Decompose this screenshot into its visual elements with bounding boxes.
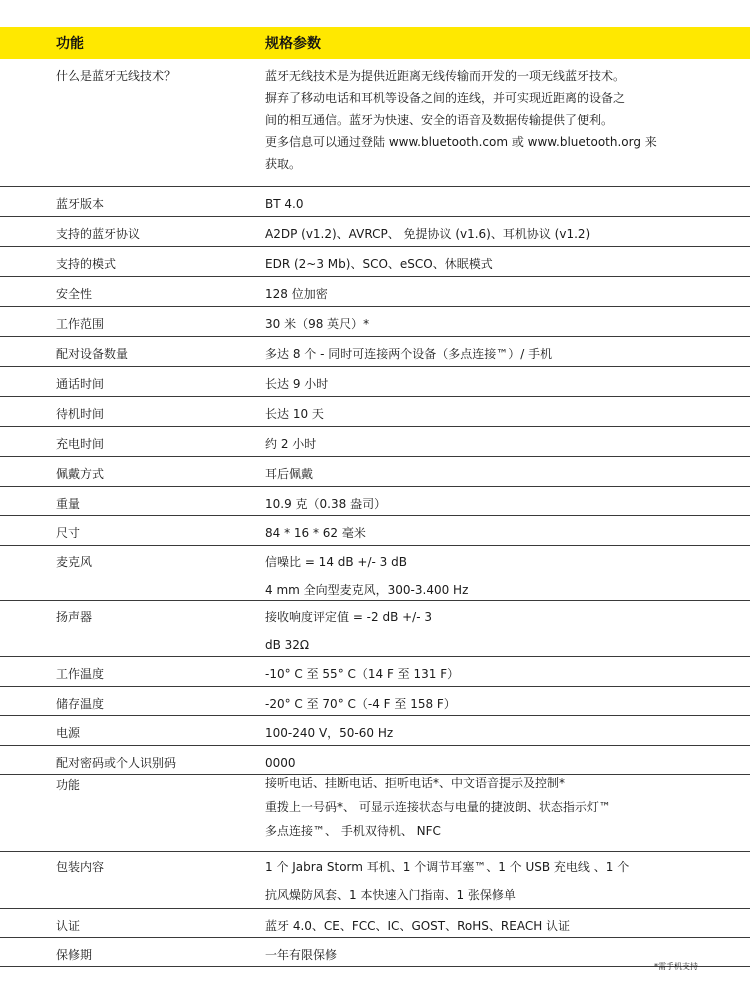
row-value bbox=[265, 663, 735, 685]
table-header bbox=[0, 27, 750, 59]
row-label: 配对设备数量 bbox=[56, 347, 129, 361]
row-label: 重量 bbox=[56, 497, 81, 511]
value-line: 1 个 Jabra Storm 耳机、1 个调节耳塞™、1 个 USB 充电线 、1 个 bbox=[265, 860, 630, 874]
table-row bbox=[0, 337, 750, 367]
table-row bbox=[0, 657, 750, 687]
value-line: 重拨上一号码*、 可显示连接状态与电量的捷波朗、状态指示灯™ bbox=[265, 800, 611, 814]
value-line: 100-240 V，50-60 Hz bbox=[265, 726, 394, 740]
row-value bbox=[265, 433, 735, 455]
row-label: 工作范围 bbox=[56, 317, 105, 331]
value-line: 更多信息可以通过登陆 www.bluetooth.com 或 www.bluetooth.org 来 bbox=[265, 135, 657, 149]
row-value bbox=[265, 463, 735, 485]
table-row bbox=[0, 716, 750, 746]
row-label: 麦克风 bbox=[56, 555, 93, 569]
row-value bbox=[265, 373, 735, 395]
value-line: 间的相互通信。蓝牙为快速、安全的语音及数据传输提供了便利。 bbox=[265, 113, 614, 127]
table-row bbox=[0, 307, 750, 337]
row-value bbox=[265, 771, 735, 843]
value-line: 蓝牙无线技术是为提供近距离无线传输而开发的一项无线蓝牙技术。 bbox=[265, 69, 626, 83]
table-row bbox=[0, 601, 750, 657]
row-label: 充电时间 bbox=[56, 437, 105, 451]
value-line: 128 位加密 bbox=[265, 287, 328, 301]
row-value bbox=[265, 65, 735, 175]
table-row bbox=[0, 909, 750, 938]
value-line: 多达 8 个 - 同时可连接两个设备（多点连接™）/ 手机 bbox=[265, 347, 553, 361]
table-row bbox=[0, 59, 750, 187]
header-feature: 功能 bbox=[56, 36, 84, 52]
value-line: 4 mm 全向型麦克风，300-3.400 Hz bbox=[265, 583, 469, 597]
value-line: 接听电话、挂断电话、拒听电话*、中文语音提示及控制* bbox=[265, 776, 566, 790]
table-row bbox=[0, 852, 750, 909]
row-value bbox=[265, 722, 735, 744]
row-value bbox=[265, 283, 735, 305]
table-row bbox=[0, 938, 750, 967]
value-line: -10° C 至 55° C（14 F 至 131 F） bbox=[265, 667, 460, 681]
value-line: 摒弃了移动电话和耳机等设备之间的连线，并可实现近距离的设备之 bbox=[265, 91, 626, 105]
value-line: A2DP (v1.2)、AVRCP、 免提协议 (v1.6)、耳机协议 (v1.2) bbox=[265, 227, 591, 241]
table-row bbox=[0, 687, 750, 716]
table-row bbox=[0, 367, 750, 397]
value-line: 长达 9 小时 bbox=[265, 377, 329, 391]
row-value bbox=[265, 548, 735, 604]
row-label: 支持的蓝牙协议 bbox=[56, 227, 141, 241]
row-label: 认证 bbox=[56, 919, 81, 933]
row-value bbox=[265, 223, 735, 245]
row-label: 功能 bbox=[56, 778, 81, 792]
value-line: 获取。 bbox=[265, 157, 302, 171]
row-label: 包装内容 bbox=[56, 860, 105, 874]
table-row bbox=[0, 247, 750, 277]
value-line: 信噪比 = 14 dB +/- 3 dB bbox=[265, 555, 407, 569]
value-line: 30 米（98 英尺）* bbox=[265, 317, 370, 331]
table-row bbox=[0, 487, 750, 516]
row-value bbox=[265, 693, 735, 715]
value-line: 约 2 小时 bbox=[265, 437, 317, 451]
table-row bbox=[0, 397, 750, 427]
row-label: 电源 bbox=[56, 726, 81, 740]
row-value bbox=[265, 603, 735, 659]
row-value bbox=[265, 313, 735, 335]
row-label: 保修期 bbox=[56, 948, 93, 962]
value-line: -20° C 至 70° C（-4 F 至 158 F） bbox=[265, 697, 456, 711]
value-line: 0000 bbox=[265, 756, 296, 770]
table-row bbox=[0, 546, 750, 601]
table-row bbox=[0, 516, 750, 546]
table-row bbox=[0, 187, 750, 217]
header-spec: 规格参数 bbox=[265, 36, 321, 52]
table-row bbox=[0, 217, 750, 247]
row-value bbox=[265, 853, 735, 909]
row-label: 安全性 bbox=[56, 287, 93, 301]
row-label: 配对密码或个人识别码 bbox=[56, 756, 177, 770]
row-label: 尺寸 bbox=[56, 526, 81, 540]
table-row bbox=[0, 427, 750, 457]
row-label: 什么是蓝牙无线技术？ bbox=[56, 69, 177, 83]
row-label: 扬声器 bbox=[56, 610, 93, 624]
row-label: 储存温度 bbox=[56, 697, 105, 711]
value-line: 84 * 16 * 62 毫米 bbox=[265, 526, 366, 540]
row-value bbox=[265, 193, 735, 215]
row-label: 待机时间 bbox=[56, 407, 105, 421]
row-value bbox=[265, 522, 735, 544]
row-value bbox=[265, 343, 735, 365]
table-row bbox=[0, 775, 750, 852]
value-line: EDR (2~3 Mb)、SCO、eSCO、休眠模式 bbox=[265, 257, 493, 271]
value-line: dB 32Ω bbox=[265, 638, 310, 652]
row-value bbox=[265, 253, 735, 275]
row-label: 佩戴方式 bbox=[56, 467, 105, 481]
footnote: *需手机支持 bbox=[654, 962, 698, 971]
value-line: 接收响度评定值 = -2 dB +/- 3 bbox=[265, 610, 433, 624]
row-value bbox=[265, 915, 735, 937]
row-label: 支持的模式 bbox=[56, 257, 117, 271]
value-line: 多点连接™、 手机双待机、 NFC bbox=[265, 824, 441, 838]
value-line: 一年有限保修 bbox=[265, 948, 338, 962]
value-line: 抗风燥防风套、1 本快速入门指南、1 张保修单 bbox=[265, 888, 516, 902]
row-value bbox=[265, 403, 735, 425]
row-label: 蓝牙版本 bbox=[56, 197, 105, 211]
value-line: BT 4.0 bbox=[265, 197, 304, 211]
table-row bbox=[0, 277, 750, 307]
table-row bbox=[0, 457, 750, 487]
row-value bbox=[265, 493, 735, 515]
value-line: 10.9 克（0.38 盎司） bbox=[265, 497, 387, 511]
row-label: 工作温度 bbox=[56, 667, 105, 681]
row-label: 通话时间 bbox=[56, 377, 105, 391]
value-line: 蓝牙 4.0、CE、FCC、IC、GOST、RoHS、REACH 认证 bbox=[265, 919, 571, 933]
spec-table bbox=[0, 27, 750, 967]
value-line: 长达 10 天 bbox=[265, 407, 324, 421]
value-line: 耳后佩戴 bbox=[265, 467, 314, 481]
